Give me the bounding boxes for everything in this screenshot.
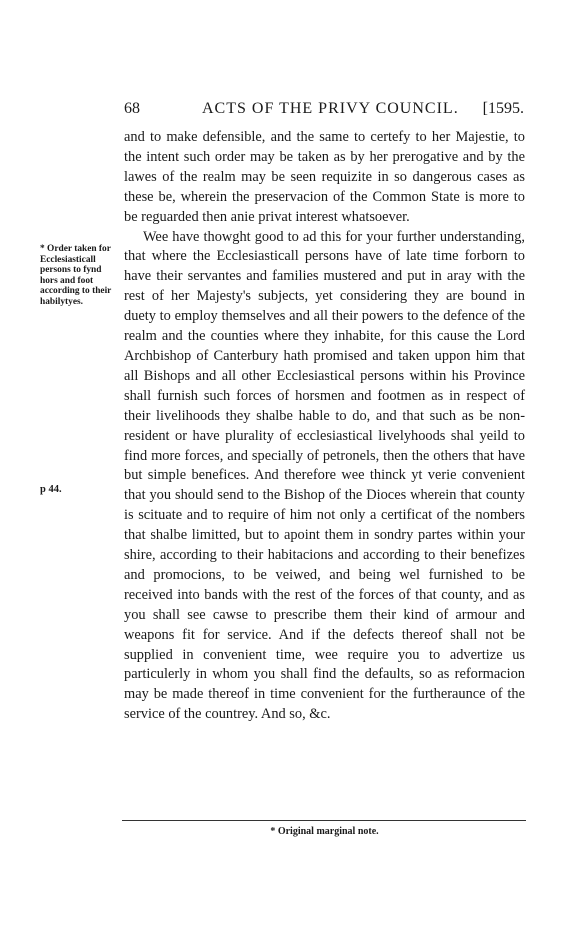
main-text — [124, 128, 525, 725]
header-year: [1595. — [482, 100, 524, 117]
footnote: * Original marginal note. — [270, 826, 379, 837]
running-title: ACTS OF THE PRIVY COUNCIL. — [202, 100, 459, 117]
marginal-note: * Order taken for Ecclesiasticall persons to fynd hors and foot according to their habilytyes. — [40, 244, 112, 307]
page-number: 68 — [124, 100, 140, 117]
paragraph-2: Wee have thowght good to ad this for your further understanding, that where the Ecclesiasticall persons have of late time forborn to have their servantes and families mustered and put in aray with the rest of her Majesty's subjects, yet considering they are bound in duety to employ themselves and all their powers to the defence of the realm and the counties where they inhabite, for this cause the Lord Archbishop of Canterbury hath promised and taken uppon him that all Bishops and all other Ecclesiastical persons within his Province shall furnish such forces of horsmen and footmen as in respect of their livelihoods they shalbe hable to do, and that such as be non-resident or have plurality of ecclesiastical livelyhoods shal yeild to find more forces, and specially of petronels, then the others that have but simple benefices. And therefore wee thinck yt verie convenient that you should send to the Bishop of the Dioces wherein that county is scituate and to require of him not only a certificat of the nombers that shalbe limitted, but to apoint them in sondry partes within your shire, according to their habitacions and according to their benefizes and promocions, to be veiwed, and being wel furnished to be received into bands with the rest of the forces of that county, and as you shall see cawse to prescribe them their kind of armour and weapons fit for service. And if the defects thereof shall not be supplied in convenient time, wee require you to advertize us particulerly in whom you shall find the defaults, so as reformacion may be made thereof in time convenient for the furtheraunce of the service of the countrey. And so, &c. — [124, 228, 525, 723]
marginal-page-reference: p 44. — [40, 484, 62, 495]
running-header — [124, 100, 524, 122]
footnote-rule — [122, 820, 526, 821]
paragraph-1: and to make defensible, and the same to certefy to her Majestie, to the intent such order may be taken as by her prerogative and by the lawes of the realm may be seen requizite in so dangerous cases as these be, wherein the preservacion of the Common State is more to be reguarded then anie privat interest whatsoever. — [124, 129, 525, 225]
